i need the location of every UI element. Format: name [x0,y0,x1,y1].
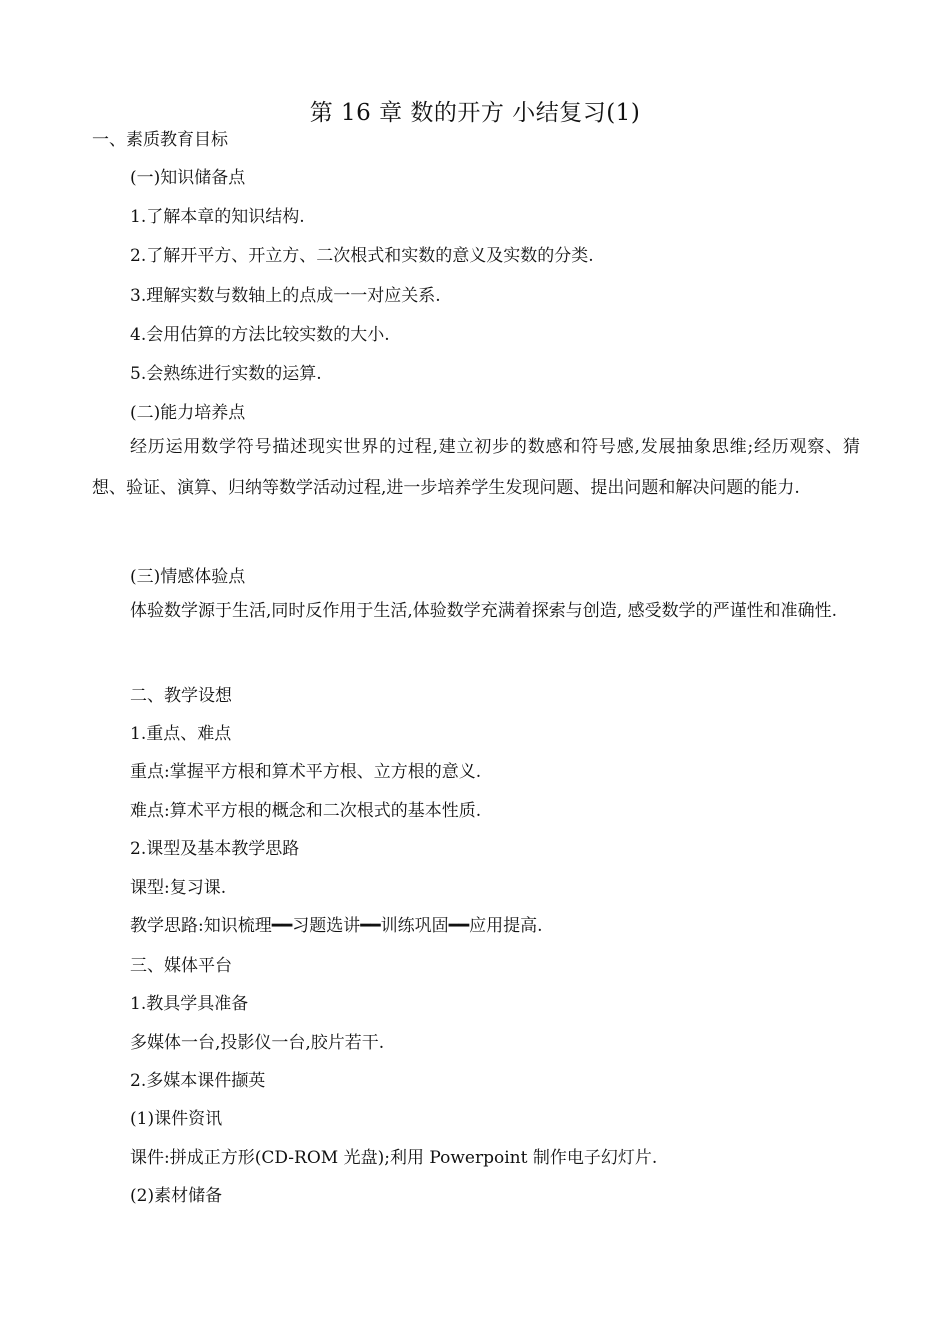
knowledge-item: 2.了解开平方、开立方、二次根式和实数的意义及实数的分类. [130,246,594,266]
section-heading-goals: 一、素质教育目标 [92,130,228,150]
subheading-tools: 1.教具学具准备 [130,994,249,1014]
subheading-emotion: (三)情感体验点 [130,567,246,587]
page-title: 第 16 章 数的开方 小结复习(1) [309,100,641,126]
knowledge-item: 4.会用估算的方法比较实数的大小. [130,325,390,345]
tools-text: 多媒体一台,投影仪一台,胶片若干. [130,1033,385,1053]
subheading-ability: (二)能力培养点 [130,403,246,423]
focus-difficult-point: 难点:算术平方根的概念和二次根式的基本性质. [130,801,482,821]
subheading-knowledge: (一)知识储备点 [130,168,246,188]
subheading-courseware: 2.多媒本课件撷英 [130,1071,266,1091]
knowledge-item: 3.理解实数与数轴上的点成一一对应关系. [130,286,441,306]
emotion-paragraph: 体验数学源于生活,同时反作用于生活,体验数学充满着探索与创造, 感受数学的严谨性和准确性. [130,601,838,621]
subheading-course-type: 2.课型及基本教学思路 [130,839,300,859]
section-heading-media: 三、媒体平台 [130,956,232,976]
ability-paragraph: 经历运用数学符号描述现实世界的过程,建立初步的数感和符号感,发展抽象思维;经历观察、猜想、验证、演算、归纳等数学活动过程,进一步培养学生发现问题、提出问题和解决问题的能力. [92,437,860,498]
subheading-material: (2)素材储备 [130,1186,223,1206]
course-type-text: 课型:复习课. [130,878,227,898]
section-heading-design: 二、教学设想 [130,686,232,706]
teaching-path-text: 教学思路:知识梳理━━习题选讲━━训练巩固━━应用提高. [130,916,543,936]
knowledge-item: 5.会熟练进行实数的运算. [130,364,322,384]
subheading-courseware-info: (1)课件资讯 [130,1109,223,1129]
courseware-info-text: 课件:拼成正方形(CD-ROM 光盘);利用 Powerpoint 制作电子幻灯片. [130,1148,658,1168]
focus-key-point: 重点:掌握平方根和算术平方根、立方根的意义. [130,762,482,782]
subheading-focus: 1.重点、难点 [130,724,232,744]
knowledge-item: 1.了解本章的知识结构. [130,207,305,227]
